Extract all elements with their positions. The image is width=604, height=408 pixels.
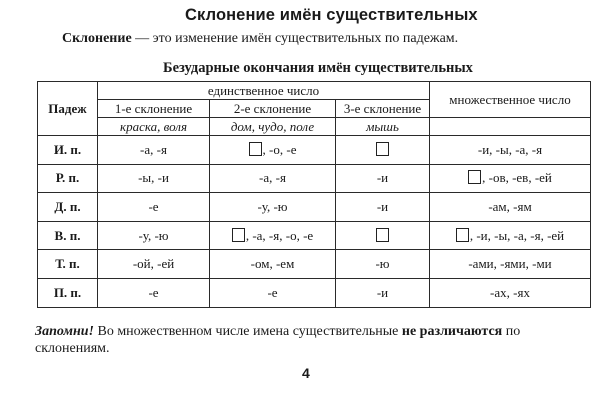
case-cell-text: В. п. xyxy=(54,227,81,243)
ending-plural xyxy=(430,193,591,222)
ending-plural-text: -ами, -ями, -ми xyxy=(468,256,552,272)
empty-square-icon xyxy=(468,170,481,184)
case-cell-text: Д. п. xyxy=(54,198,81,214)
ending-declension-3-text: -ю xyxy=(375,256,390,272)
empty-square-icon xyxy=(456,228,469,242)
ending-declension-3 xyxy=(336,221,430,250)
case-cell xyxy=(38,136,98,165)
table-body xyxy=(38,136,591,308)
note-part1: Во множественном числе имена существительные xyxy=(93,324,402,339)
empty-square-icon xyxy=(249,142,262,156)
ending-declension-2-text: -у, -ю xyxy=(257,198,288,214)
page-number: 4 xyxy=(302,365,310,381)
case-cell-text: Р. п. xyxy=(55,170,80,186)
ending-declension-1-text: -ой, -ей xyxy=(132,256,175,272)
ending-declension-1 xyxy=(98,250,210,279)
ending-declension-2 xyxy=(210,164,336,193)
ending-declension-3-text: -и xyxy=(376,198,389,214)
case-cell-text: П. п. xyxy=(53,284,82,300)
ending-declension-3 xyxy=(336,278,430,307)
examples-declension-3: мышь xyxy=(336,118,430,136)
ending-declension-1-text: -а, -я xyxy=(140,141,167,157)
ending-declension-1 xyxy=(98,221,210,250)
ending-plural-text: -и, -ы, -а, -я xyxy=(477,141,543,157)
case-cell-text: И. п. xyxy=(53,141,82,157)
ending-declension-3-text: -и xyxy=(376,284,389,300)
ending-declension-1-text: -ы, -и xyxy=(138,170,169,186)
empty-square-icon xyxy=(232,228,245,242)
note-lead: Запомни! xyxy=(35,324,94,339)
ending-declension-1-text: -е xyxy=(148,198,159,214)
ending-declension-3 xyxy=(336,164,430,193)
ending-declension-2 xyxy=(210,250,336,279)
remember-note xyxy=(35,323,590,357)
ending-plural xyxy=(430,164,591,193)
table-row xyxy=(38,278,591,307)
ending-declension-1 xyxy=(98,164,210,193)
ending-declension-3-text: -и xyxy=(376,170,389,186)
ending-plural-text: -ах, -ях xyxy=(490,284,530,300)
header-declension-1: 1-е склонение xyxy=(98,100,210,118)
ending-plural xyxy=(430,250,591,279)
ending-plural xyxy=(430,278,591,307)
case-cell xyxy=(38,278,98,307)
definition-term: Склонение xyxy=(62,31,132,46)
case-cell xyxy=(38,193,98,222)
header-singular: единственное число xyxy=(98,82,430,100)
empty-square-icon xyxy=(376,142,389,156)
ending-declension-2-text: -ом, -ем xyxy=(250,256,295,272)
ending-declension-1 xyxy=(98,278,210,307)
header-declension-3: 3-е склонение xyxy=(336,100,430,118)
ending-declension-2 xyxy=(210,193,336,222)
definition-text xyxy=(62,31,562,47)
ending-declension-2 xyxy=(210,136,336,165)
table-row xyxy=(38,164,591,193)
table-row xyxy=(38,221,591,250)
endings-table xyxy=(37,81,591,308)
page-title: Склонение имён существительных xyxy=(185,6,478,24)
case-cell xyxy=(38,221,98,250)
ending-declension-3 xyxy=(336,136,430,165)
ending-plural-text: , -и, -ы, -а, -я, -ей xyxy=(469,227,565,243)
ending-plural xyxy=(430,136,591,165)
note-part2: по склонениям. xyxy=(35,324,521,356)
ending-declension-2 xyxy=(210,221,336,250)
ending-declension-2-text: -е xyxy=(267,284,278,300)
header-declension-2: 2-е склонение xyxy=(210,100,336,118)
ending-declension-1 xyxy=(98,136,210,165)
examples-declension-2: дом, чудо, поле xyxy=(210,118,336,136)
ending-plural-text: , -ов, -ев, -ей xyxy=(482,170,552,186)
table-title: Безударные окончания имён существительных xyxy=(163,60,473,76)
table-row xyxy=(38,250,591,279)
ending-declension-1-text: -у, -ю xyxy=(138,227,169,243)
note-emphasis: не различаются xyxy=(401,324,503,339)
case-cell-text: Т. п. xyxy=(55,256,80,272)
table-row xyxy=(38,136,591,165)
definition-rest: — это изменение имён существительных по падежам. xyxy=(131,31,459,46)
ending-declension-2-text: , -о, -е xyxy=(262,141,297,157)
ending-declension-3 xyxy=(336,193,430,222)
empty-square-icon xyxy=(376,228,389,242)
ending-declension-2-text: -а, -я xyxy=(259,170,286,186)
header-case: Падеж xyxy=(38,82,98,136)
ending-declension-1 xyxy=(98,193,210,222)
ending-declension-3 xyxy=(336,250,430,279)
table-row xyxy=(38,193,591,222)
case-cell xyxy=(38,164,98,193)
ending-plural xyxy=(430,221,591,250)
header-plural: множественное число xyxy=(430,82,591,118)
case-cell xyxy=(38,250,98,279)
examples-plural-empty xyxy=(430,118,591,136)
ending-declension-1-text: -е xyxy=(148,284,159,300)
ending-plural-text: -ам, -ям xyxy=(488,198,532,214)
ending-declension-2 xyxy=(210,278,336,307)
examples-declension-1: краска, воля xyxy=(98,118,210,136)
ending-declension-2-text: , -а, -я, -о, -е xyxy=(245,227,314,243)
